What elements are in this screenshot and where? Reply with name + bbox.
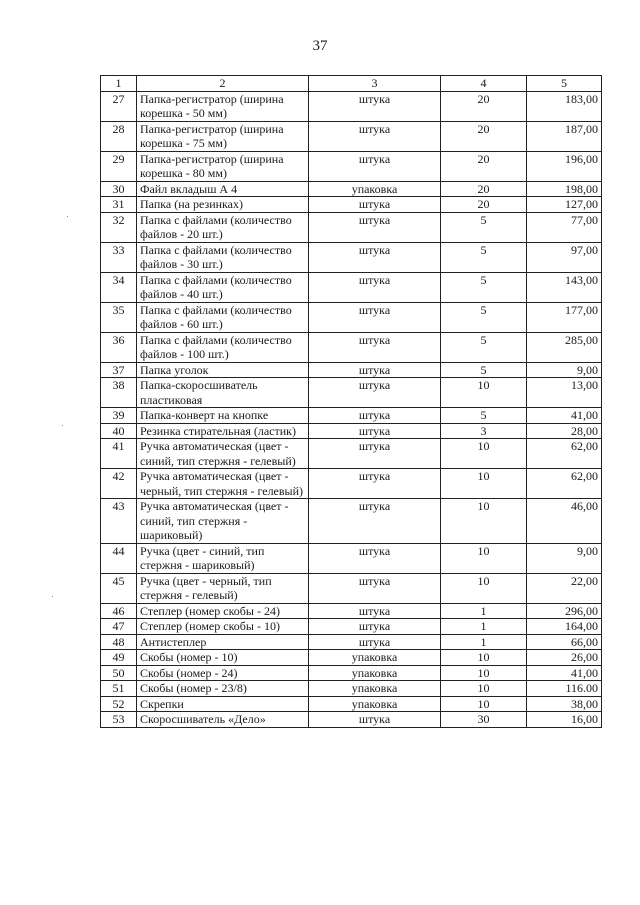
cell-num: 27 [101,91,137,121]
cell-num: 53 [101,712,137,728]
cell-unit: штука [309,603,441,619]
cell-unit: штука [309,423,441,439]
table-row [101,439,602,469]
cell-name: Антистеплер [137,634,309,650]
scan-speck [62,425,63,426]
table-header-row [101,76,602,92]
table-row [101,362,602,378]
table-row [101,197,602,213]
table-row [101,151,602,181]
cell-price: 187,00 [527,121,602,151]
cell-name: Скоросшиватель «Дело» [137,712,309,728]
cell-price: 183,00 [527,91,602,121]
cell-qty: 5 [441,212,527,242]
cell-qty: 10 [441,469,527,499]
table-row [101,650,602,666]
cell-unit: штука [309,543,441,573]
cell-name: Папка-регистратор (ширина корешка - 75 мм) [137,121,309,151]
table-row [101,332,602,362]
cell-num: 31 [101,197,137,213]
cell-num: 43 [101,499,137,544]
cell-qty: 10 [441,650,527,666]
table-row [101,302,602,332]
cell-name: Папка-регистратор (ширина корешка - 80 мм) [137,151,309,181]
cell-qty: 20 [441,181,527,197]
cell-qty: 10 [441,378,527,408]
cell-num: 48 [101,634,137,650]
cell-unit: штука [309,439,441,469]
cell-qty: 5 [441,272,527,302]
cell-name: Ручка автоматическая (цвет - черный, тип стержня - гелевый) [137,469,309,499]
table-row [101,212,602,242]
cell-unit: штука [309,499,441,544]
column-header: 5 [527,76,602,92]
cell-qty: 10 [441,543,527,573]
cell-unit: штука [309,573,441,603]
cell-price: 9,00 [527,543,602,573]
cell-unit: штука [309,712,441,728]
cell-unit: штука [309,378,441,408]
cell-num: 52 [101,696,137,712]
cell-unit: упаковка [309,650,441,666]
cell-qty: 10 [441,499,527,544]
cell-name: Степлер (номер скобы - 10) [137,619,309,635]
cell-name: Степлер (номер скобы - 24) [137,603,309,619]
cell-price: 296,00 [527,603,602,619]
cell-qty: 5 [441,332,527,362]
cell-num: 46 [101,603,137,619]
cell-name: Скрепки [137,696,309,712]
cell-num: 45 [101,573,137,603]
cell-price: 28,00 [527,423,602,439]
cell-unit: штука [309,332,441,362]
cell-unit: штука [309,302,441,332]
cell-unit: штука [309,619,441,635]
cell-qty: 20 [441,151,527,181]
cell-unit: штука [309,362,441,378]
cell-name: Папка-конверт на кнопке [137,408,309,424]
cell-num: 47 [101,619,137,635]
table-row [101,696,602,712]
cell-name: Скобы (номер - 24) [137,665,309,681]
cell-num: 37 [101,362,137,378]
cell-unit: упаковка [309,681,441,697]
cell-unit: упаковка [309,181,441,197]
cell-name: Папка с файлами (количество файлов - 100 шт.) [137,332,309,362]
cell-price: 198,00 [527,181,602,197]
cell-price: 127,00 [527,197,602,213]
cell-num: 35 [101,302,137,332]
table-row [101,408,602,424]
cell-price: 46,00 [527,499,602,544]
table-row [101,712,602,728]
cell-num: 36 [101,332,137,362]
cell-qty: 20 [441,197,527,213]
table-row [101,619,602,635]
cell-name: Папка с файлами (количество файлов - 30 шт.) [137,242,309,272]
cell-price: 41,00 [527,665,602,681]
cell-price: 77,00 [527,212,602,242]
cell-unit: штука [309,242,441,272]
cell-qty: 20 [441,121,527,151]
cell-name: Папка (на резинках) [137,197,309,213]
cell-name: Ручка (цвет - черный, тип стержня - гелевый) [137,573,309,603]
cell-unit: штука [309,212,441,242]
table-row [101,121,602,151]
cell-num: 44 [101,543,137,573]
cell-qty: 5 [441,362,527,378]
cell-num: 32 [101,212,137,242]
table-row [101,603,602,619]
cell-price: 22,00 [527,573,602,603]
cell-unit: штука [309,408,441,424]
cell-qty: 1 [441,634,527,650]
cell-price: 62,00 [527,439,602,469]
cell-num: 29 [101,151,137,181]
cell-unit: штука [309,469,441,499]
table-row [101,242,602,272]
cell-name: Ручка (цвет - синий, тип стержня - шариковый) [137,543,309,573]
cell-unit: штука [309,272,441,302]
cell-price: 285,00 [527,332,602,362]
cell-unit: штука [309,151,441,181]
column-header: 1 [101,76,137,92]
cell-num: 50 [101,665,137,681]
table-row [101,499,602,544]
cell-num: 41 [101,439,137,469]
column-header: 4 [441,76,527,92]
cell-price: 41,00 [527,408,602,424]
table-row [101,543,602,573]
cell-name: Файл вкладыш А 4 [137,181,309,197]
table-row [101,272,602,302]
cell-unit: штука [309,634,441,650]
cell-price: 16,00 [527,712,602,728]
cell-price: 9,00 [527,362,602,378]
cell-qty: 5 [441,242,527,272]
cell-price: 66,00 [527,634,602,650]
cell-price: 116.00 [527,681,602,697]
cell-qty: 5 [441,302,527,332]
cell-unit: штука [309,91,441,121]
page-number: 37 [312,38,328,54]
cell-unit: упаковка [309,665,441,681]
cell-qty: 20 [441,91,527,121]
cell-unit: штука [309,197,441,213]
cell-name: Папка с файлами (количество файлов - 20 шт.) [137,212,309,242]
cell-num: 42 [101,469,137,499]
cell-name: Скобы (номер - 10) [137,650,309,666]
table-row [101,634,602,650]
cell-price: 13,00 [527,378,602,408]
cell-name: Скобы (номер - 23/8) [137,681,309,697]
cell-name: Папка уголок [137,362,309,378]
cell-price: 62,00 [527,469,602,499]
scan-speck [52,596,53,597]
cell-num: 30 [101,181,137,197]
cell-num: 40 [101,423,137,439]
cell-qty: 10 [441,665,527,681]
cell-name: Папка-регистратор (ширина корешка - 50 мм) [137,91,309,121]
cell-price: 196,00 [527,151,602,181]
cell-price: 97,00 [527,242,602,272]
column-header: 2 [137,76,309,92]
table-row [101,423,602,439]
cell-price: 26,00 [527,650,602,666]
cell-qty: 1 [441,619,527,635]
cell-num: 34 [101,272,137,302]
cell-price: 177,00 [527,302,602,332]
cell-num: 49 [101,650,137,666]
cell-qty: 10 [441,696,527,712]
cell-qty: 1 [441,603,527,619]
column-header: 3 [309,76,441,92]
cell-num: 33 [101,242,137,272]
cell-price: 164,00 [527,619,602,635]
cell-name: Резинка стирательная (ластик) [137,423,309,439]
table-row [101,378,602,408]
cell-unit: упаковка [309,696,441,712]
table-row [101,181,602,197]
cell-num: 39 [101,408,137,424]
table-row [101,665,602,681]
cell-qty: 10 [441,439,527,469]
cell-name: Папка с файлами (количество файлов - 40 шт.) [137,272,309,302]
price-table [100,75,602,728]
cell-qty: 30 [441,712,527,728]
table-row [101,91,602,121]
table-row [101,681,602,697]
scan-speck [67,216,68,217]
cell-price: 143,00 [527,272,602,302]
cell-name: Папка с файлами (количество файлов - 60 шт.) [137,302,309,332]
cell-name: Папка-скоросшиватель пластиковая [137,378,309,408]
cell-num: 51 [101,681,137,697]
cell-price: 38,00 [527,696,602,712]
cell-qty: 3 [441,423,527,439]
cell-num: 38 [101,378,137,408]
cell-name: Ручка автоматическая (цвет - синий, тип стержня - шариковый) [137,499,309,544]
cell-qty: 10 [441,573,527,603]
cell-num: 28 [101,121,137,151]
table-row [101,469,602,499]
cell-qty: 5 [441,408,527,424]
table-row [101,573,602,603]
cell-unit: штука [309,121,441,151]
cell-qty: 10 [441,681,527,697]
cell-name: Ручка автоматическая (цвет - синий, тип стержня - гелевый) [137,439,309,469]
